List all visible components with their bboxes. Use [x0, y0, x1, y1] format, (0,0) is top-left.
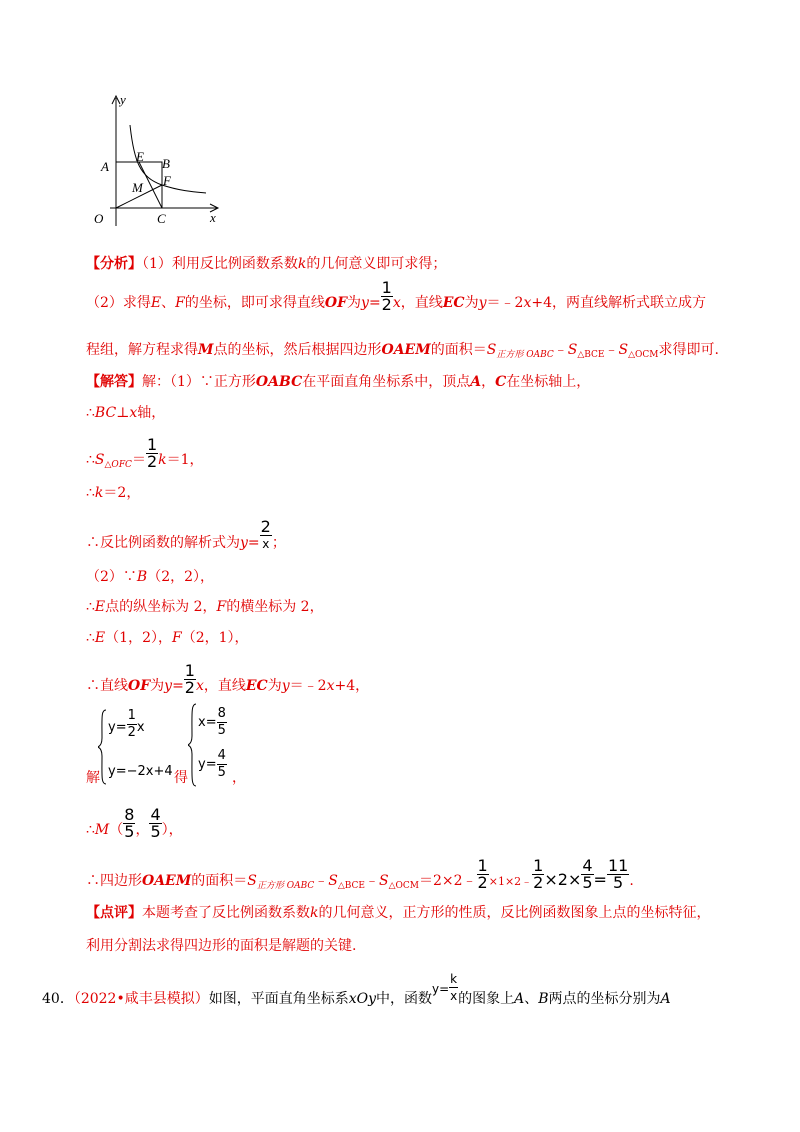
- label-c: C: [157, 211, 166, 226]
- solution-line-area: ∴四边形OAEM的面积$=S_{正方形 OABC}﹣S_{\triangle BCE}﹣S_{\triangle OCM}=2\times 2﹣$ $\frac{1}{2}$ ×1×2﹣ $\frac{1}{2}$ ×2× $\frac{4}{5}$ = $\frac{11}{5}$ .: [86, 855, 634, 892]
- analysis-line-2: （2）求得E、F的坐标，即可求得直线OF为y= $\frac{1}{2}$ x，直线EC为y＝﹣2x+4，两直线解析式联立成方: [86, 277, 706, 314]
- question-40: 40．（2022•咸丰县模拟）如图，平面直角坐标系xOy中，函数y= $\frac{k}{x}$ 的图象上A、B两点的坐标分别为A: [42, 972, 671, 1007]
- label-e: E: [136, 149, 144, 164]
- analysis-line-1: 【分析】（1）利用反比例函数系数k的几何意义即可求得；: [86, 256, 447, 272]
- solution-line-9: ∴直线OF为y= $\frac{1}{2}$ x，直线EC为y＝﹣2x+4，: [86, 660, 370, 697]
- solution-line-3: $\therefore S_{\triangle OFC}=$ $\frac{1}{2}$ k＝1，: [86, 434, 204, 471]
- solution-line-5: ∴反比例函数的解析式为y= $\frac{2}{x}$ ；: [86, 516, 286, 551]
- equation-system: 解 y= $\frac{1}{2}$ x y=−2x+4 得 x= $\frac{8}{5}$ y= $\frac{4}{5}$ ，: [86, 706, 246, 786]
- label-x: x: [210, 210, 216, 225]
- coordinate-figure: [90, 92, 230, 232]
- solution-line-1: 【解答】解：（1）∵正方形OABC在平面直角坐标系中，顶点A，C在坐标轴上，: [86, 374, 591, 390]
- comment-line-2: 利用分割法求得四边形的面积是解题的关键.: [86, 938, 357, 954]
- label-o: O: [94, 211, 104, 226]
- solution-line-7: ∴E点的纵坐标为 2，F的横坐标为 2，: [86, 599, 324, 615]
- label-a: A: [101, 159, 109, 174]
- label-f: F: [163, 173, 171, 188]
- solution-line-2: ∴BC⊥x轴，: [86, 405, 166, 421]
- comment-line-1: 【点评】本题考查了反比例函数系数k的几何意义，正方形的性质，反比例函数图象上点的坐标特征，: [86, 905, 711, 921]
- solution-line-6: （2）∵B（2，2），: [86, 569, 215, 585]
- label-m: M: [132, 180, 143, 195]
- label-b: B: [162, 156, 170, 171]
- solution-line-4: ∴k＝2，: [86, 485, 141, 501]
- label-y: y: [120, 92, 126, 107]
- solution-line-m: ∴M（ $\frac{8}{5}$ ， $\frac{4}{5}$ ），: [86, 804, 183, 841]
- analysis-line-3: 程组，解方程求得M点的坐标，然后根据四边形OAEM的面积$=S_{正方形 OABC}﹣S_{\triangle BCE}﹣S_{\triangle OCM}$求得即可.: [86, 342, 719, 360]
- solution-line-8: ∴E（1，2），F（2，1），: [86, 630, 249, 646]
